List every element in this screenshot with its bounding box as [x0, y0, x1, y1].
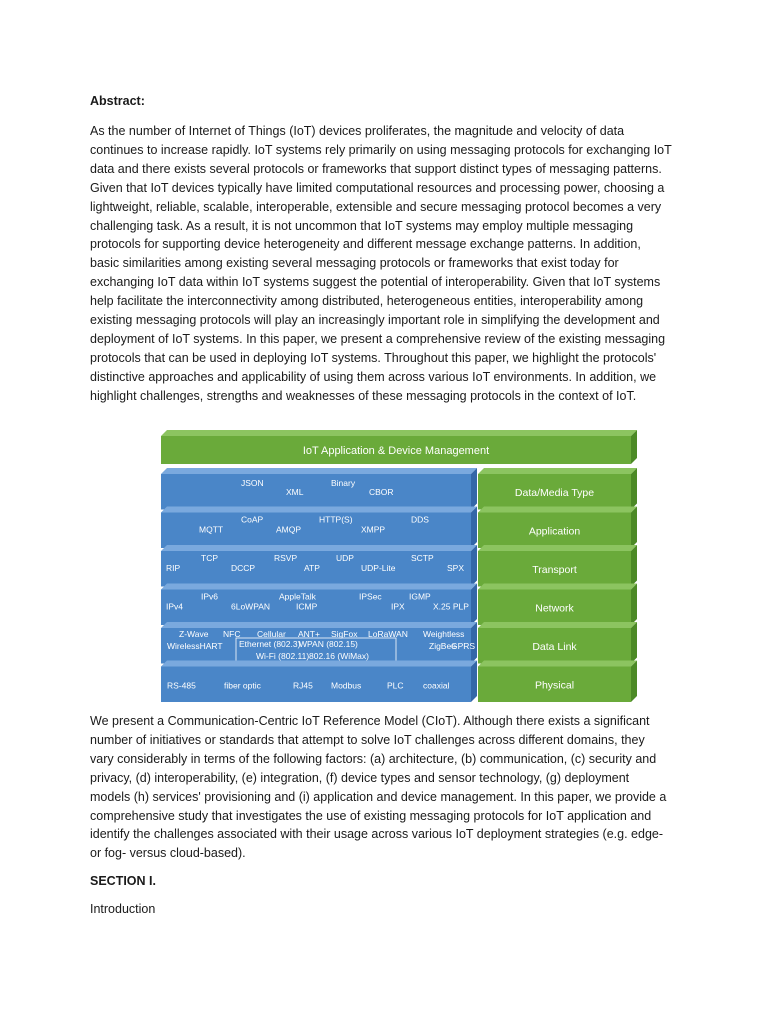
text-line: highlight challenges, strengths and weaknesses of these messaging protocols in the context of IoT. [90, 388, 637, 403]
protocol-label: Wi-Fi (802.11) [256, 651, 310, 661]
abstract-heading: Abstract: [90, 94, 145, 108]
layer-name-box-1-side-face [631, 468, 637, 510]
layer-name-box-6-side-face [631, 661, 637, 703]
protocol-label: MQTT [199, 524, 224, 535]
layer-name-label: Data/Media Type [514, 486, 595, 499]
layer-name-box-2-side-face [631, 507, 637, 549]
protocol-label: IPv4 [166, 601, 184, 612]
protocol-label: Weightless [423, 629, 465, 639]
protocol-label: XMPP [361, 524, 386, 535]
protocol-label: IPX [391, 601, 405, 612]
layer-name-box-3-side-face [631, 545, 637, 587]
layer-name-box-5-top-face [478, 622, 637, 628]
text-line: privacy, (d) interoperability, (e) integration, (f) device types and sensor technology, (g) deployment [90, 770, 630, 785]
layer-protocols-1 [161, 474, 471, 510]
protocol-label: Ethernet (802.3) [239, 639, 301, 649]
layer-protocols-1-top-face [161, 468, 477, 474]
protocol-label: WirelessHART [167, 641, 223, 651]
text-line: protocols for supporting device heterogeneity and different message exchange patterns. In addition, [90, 237, 641, 252]
protocol-label: AppleTalk [279, 591, 316, 602]
abstract-paragraph [90, 122, 680, 406]
protocol-label: RJ45 [293, 680, 313, 691]
protocol-label: NFC [223, 629, 241, 639]
layer-protocols-6-top-face [161, 661, 477, 667]
protocol-label: Z-Wave [179, 629, 209, 639]
protocol-label: ICMP [296, 601, 318, 612]
protocol-label: SPX [447, 563, 465, 573]
layer-name-box-6-top-face [478, 661, 637, 667]
protocol-label: DDS [411, 514, 429, 525]
protocol-label: TCP [201, 553, 218, 563]
text-line: basic similarities among existing several messaging protocols or frameworks that exist today for [90, 256, 619, 271]
body-paragraph [90, 712, 680, 863]
layer-protocols-2-side-face [471, 507, 477, 549]
protocol-label: GPRS [451, 641, 476, 651]
text-line: We present a Communication-Centric IoT Reference Model (CIoT). Although there exists a significant [90, 714, 650, 728]
text-line: vary considerably in terms of the following factors: (a) architecture, (b) communication, (c) security and [90, 751, 657, 766]
top-bar-label: IoT Application & Device Management [302, 445, 490, 457]
protocol-label: IPSec [359, 591, 382, 602]
text-line: challenging task. As a result, it is not uncommon that IoT systems may employ multiple messaging [90, 218, 634, 233]
protocol-label: RSVP [274, 553, 298, 563]
protocol-label: HTTP(S) [319, 514, 353, 525]
layer-protocols-3-side-face [471, 545, 477, 587]
protocol-label: IPv6 [201, 591, 219, 602]
protocol-label: ZigBee [429, 641, 456, 651]
protocol-label: coaxial [423, 680, 450, 691]
protocol-label: fiber optic [224, 680, 261, 691]
layer-protocols-1-side-face [471, 468, 477, 510]
protocol-label: PLC [387, 680, 404, 691]
text-line: As the number of Internet of Things (IoT) devices proliferates, the magnitude and velocity of data [90, 124, 625, 138]
layer-protocols-5-top-face [161, 622, 477, 628]
layer-name-label: Physical [534, 679, 575, 692]
top-bar-side-face [631, 430, 637, 464]
layer-name-label: Application [528, 525, 581, 538]
protocol-label: AMQP [276, 524, 302, 535]
text-line: data and there exists several protocols or frameworks that support distinct types of messaging patterns. [90, 161, 662, 176]
layer-name-box-3-top-face [478, 545, 637, 551]
protocol-label: JSON [241, 478, 264, 488]
protocol-label: IGMP [409, 591, 431, 602]
text-line: existing messaging protocols will play an increasingly important role in simplifying the development and [90, 313, 660, 328]
protocol-label: Cellular [257, 629, 286, 639]
text-line: distinctive approaches and applicability of using them across various IoT environments. In addition, we [90, 369, 657, 384]
layer-name-label: Transport [532, 563, 577, 576]
layer-protocols-6-side-face [471, 661, 477, 703]
protocol-label: CBOR [369, 487, 394, 497]
text-line: comprehensive study that investigates the use of existing messaging protocols for IoT application and [90, 808, 652, 823]
text-line: Given that IoT devices typically have limited computational resources and processing power, choosing a [90, 180, 665, 195]
protocol-label: DCCP [231, 563, 256, 573]
protocol-label: WPAN (802.15) [299, 639, 358, 649]
protocol-label: LoRaWAN [368, 629, 408, 639]
protocol-label: CoAP [241, 514, 264, 525]
layer-name-box-1-top-face [478, 468, 637, 474]
layer-name-box-4-side-face [631, 584, 637, 626]
text-line: identify the challenges associated with their usage across various IoT deployment strategies (e.g. edge- [90, 827, 664, 842]
protocol-label: 6LoWPAN [231, 601, 271, 612]
protocol-label: ANT+ [298, 629, 320, 639]
text-line: exchanging IoT data within IoT systems suggest the potential of interoperability. Given that IoT systems [90, 275, 661, 290]
text-line: number of initiatives or standards that attempt to solve IoT challenges across different domains, they [90, 732, 645, 747]
protocol-label: UDP [336, 553, 354, 563]
protocol-label: 802.16 (WiMax) [309, 651, 369, 661]
iot-reference-model-figure [158, 416, 648, 702]
layer-protocols-3-top-face [161, 545, 477, 551]
section-subheading: Introduction [90, 902, 156, 916]
section-heading: SECTION I. [90, 874, 156, 888]
protocol-label: ATP [304, 563, 320, 573]
text-line: deployment of IoT systems. In this paper, we present a comprehensive review of the existing messaging [90, 331, 666, 346]
layer-protocols-2-top-face [161, 507, 477, 513]
protocol-label: X.25 PLP [433, 601, 469, 612]
text-line: help facilitate the interconnectivity among distributed, heterogeneous entities, interoperability among [90, 294, 644, 309]
protocol-label: SigFox [331, 629, 358, 639]
layer-name-box-2-top-face [478, 507, 637, 513]
protocol-label: Binary [331, 478, 356, 488]
layer-protocols-4-top-face [161, 584, 477, 590]
text-line: models (h) services' provisioning and (i) application and device management. In this paper, we provide a [90, 789, 667, 804]
layer-name-box-4-top-face [478, 584, 637, 590]
top-bar-top-face [161, 430, 637, 436]
text-line: protocols that can be used in deploying IoT systems. Throughout this paper, we highlight the protocols' [90, 350, 657, 365]
protocol-label: Modbus [331, 680, 362, 691]
protocol-label: XML [286, 487, 304, 497]
layer-protocols-4-side-face [471, 584, 477, 626]
layer-name-box-5-side-face [631, 622, 637, 664]
protocol-label: RS-485 [167, 680, 196, 691]
protocol-label: UDP-Lite [361, 563, 396, 573]
layer-name-label: Data Link [532, 640, 577, 653]
text-line: continues to increase rapidly. IoT systems rely primarily on using messaging protocols for exchanging IoT [90, 142, 672, 157]
text-line: lightweight, reliable, scalable, interoperable, extensible and secure messaging protocol becomes a very [90, 199, 662, 214]
text-line: or fog- versus cloud-based). [90, 846, 246, 861]
protocol-label: RIP [166, 563, 181, 573]
layer-name-label: Network [535, 602, 574, 615]
protocol-label: SCTP [411, 553, 434, 563]
